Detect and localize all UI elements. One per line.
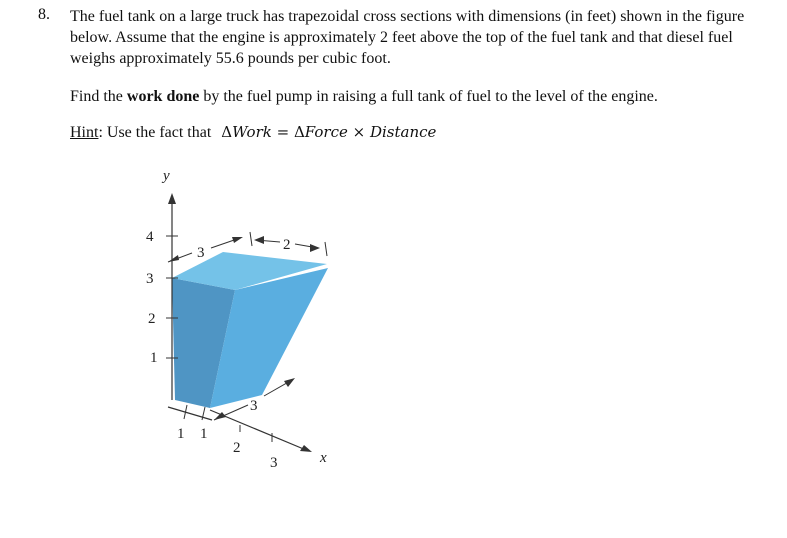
dim-top-right-arrow-b [310,244,320,252]
dim-top-right: 2 [283,237,291,253]
y-tick-2: 2 [148,311,156,327]
formula-times: × [347,123,370,141]
problem-statement: The fuel tank on a large truck has trapezoidal cross sections with dimensions (in feet) shown in the figure below. Assume that the engine is approximately 2 feet above the top of the fuel tank and that diesel fuel weighs approximately 55.6 pounds per cubic foot. [70,8,745,67]
dim-bottom: 3 [250,398,258,414]
x-tick-3: 3 [270,455,278,471]
depth-tick-b: 1 [200,426,208,442]
y-axis-label: y [163,168,170,184]
task-suffix: by the fuel pump in raising a full tank of fuel to the level of the engine. [199,88,658,105]
hint-label: Hint [70,124,99,141]
formula-equals: = Δ [271,123,305,141]
task-bold: work done [126,88,200,105]
y-axis-arrow [168,193,176,204]
x-axis-label: x [320,450,327,466]
dim-top-left-arrow-b [232,237,243,243]
problem-number: 8. [38,6,50,23]
y-tick-4: 4 [146,229,154,245]
dim-top-end [325,242,327,256]
hint-text: : Use the fact that [98,124,212,141]
dim-top-left-arrow-a [168,255,179,262]
dim-bottom-arrow-b [284,378,295,387]
task-prefix: Find the [70,88,127,105]
x-axis [210,410,306,450]
formula-force: Force [304,123,348,141]
x-tick-2: 2 [233,440,241,456]
formula-work: Work [232,123,272,141]
x-axis-arrow [300,445,312,452]
dim-top-right-arrow-a [254,236,264,244]
y-tick-3: 3 [146,271,154,287]
dim-top-sep [250,232,252,246]
formula-distance: Distance [369,123,437,141]
dim-top-left: 3 [197,245,205,261]
depth-tick-a: 1 [177,426,185,442]
y-tick-1: 1 [150,350,158,366]
formula-delta: Δ [221,123,233,141]
depth-axis [168,407,212,420]
